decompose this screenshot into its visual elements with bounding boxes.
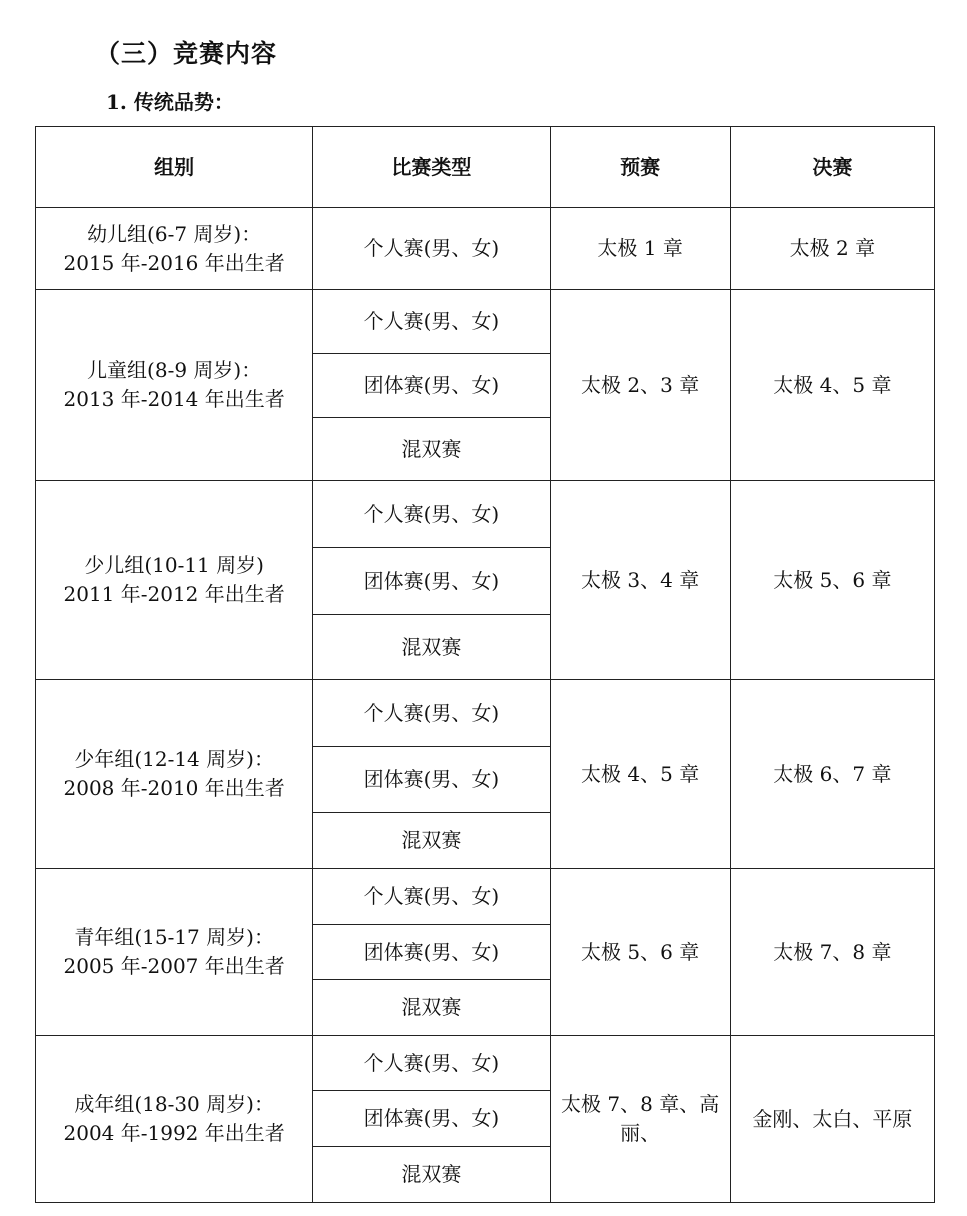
group-name: 儿童组(8-9 周岁)：	[87, 358, 262, 382]
sub-title: 1. 传统品势：	[106, 90, 234, 114]
competition-table	[35, 126, 935, 1203]
prelim-cell: 太极 7、8 章、高丽、	[550, 1036, 730, 1203]
final-cell: 太极 6、7 章	[730, 680, 934, 869]
final-cell: 太极 2 章	[730, 208, 934, 290]
event-type: 团体赛(男、女)	[313, 354, 550, 418]
header-type: 比赛类型	[313, 127, 550, 208]
final-cell: 太极 4、5 章	[730, 290, 934, 481]
group-cell	[36, 1036, 313, 1203]
group-birth: 2004 年-1992 年出生者	[63, 1121, 285, 1145]
event-type: 混双赛	[313, 615, 550, 680]
event-type: 个人赛(男、女)	[313, 481, 550, 548]
event-type: 团体赛(男、女)	[313, 747, 550, 813]
group-cell	[36, 481, 313, 680]
table-row	[36, 481, 935, 548]
section-title: （三）竞赛内容	[95, 39, 278, 68]
group-name: 幼儿组(6-7 周岁)：	[87, 221, 262, 246]
prelim-cell: 太极 3、4 章	[550, 481, 730, 680]
event-type: 混双赛	[313, 980, 550, 1036]
group-birth: 2005 年-2007 年出生者	[63, 954, 285, 978]
group-cell	[36, 208, 313, 290]
event-type: 混双赛	[313, 813, 550, 869]
table-header-row	[36, 127, 935, 208]
prelim-cell: 太极 5、6 章	[550, 869, 730, 1036]
table-row	[36, 869, 935, 925]
final-cell: 太极 5、6 章	[730, 481, 934, 680]
table-row	[36, 1036, 935, 1091]
group-name: 少儿组(10-11 周岁)	[84, 553, 264, 577]
group-cell	[36, 869, 313, 1036]
group-birth: 2015 年-2016 年出生者	[63, 250, 285, 275]
event-type: 团体赛(男、女)	[313, 1091, 550, 1147]
final-cell: 太极 7、8 章	[730, 869, 934, 1036]
event-type: 个人赛(男、女)	[313, 680, 550, 747]
header-group: 组别	[36, 127, 313, 208]
table-row	[36, 208, 935, 290]
prelim-cell: 太极 4、5 章	[550, 680, 730, 869]
header-final: 决赛	[730, 127, 934, 208]
event-type: 混双赛	[313, 418, 550, 481]
event-type: 混双赛	[313, 1147, 550, 1203]
group-birth: 2008 年-2010 年出生者	[63, 776, 285, 800]
event-type: 个人赛(男、女)	[313, 290, 550, 354]
group-name: 青年组(15-17 周岁)：	[74, 925, 274, 949]
final-cell: 金刚、太白、平原	[730, 1036, 934, 1203]
group-cell	[36, 680, 313, 869]
group-birth: 2013 年-2014 年出生者	[63, 387, 285, 411]
event-type: 团体赛(男、女)	[313, 925, 550, 980]
prelim-cell: 太极 1 章	[550, 208, 730, 290]
event-type: 团体赛(男、女)	[313, 548, 550, 615]
group-cell	[36, 290, 313, 481]
event-type: 个人赛(男、女)	[313, 869, 550, 925]
table-row	[36, 680, 935, 747]
group-name: 成年组(18-30 周岁)：	[74, 1092, 274, 1116]
event-type: 个人赛(男、女)	[313, 208, 550, 290]
header-prelim: 预赛	[550, 127, 730, 208]
event-type: 个人赛(男、女)	[313, 1036, 550, 1091]
group-name: 少年组(12-14 周岁)：	[74, 747, 274, 771]
group-birth: 2011 年-2012 年出生者	[63, 582, 285, 606]
prelim-cell: 太极 2、3 章	[550, 290, 730, 481]
table-row	[36, 290, 935, 354]
